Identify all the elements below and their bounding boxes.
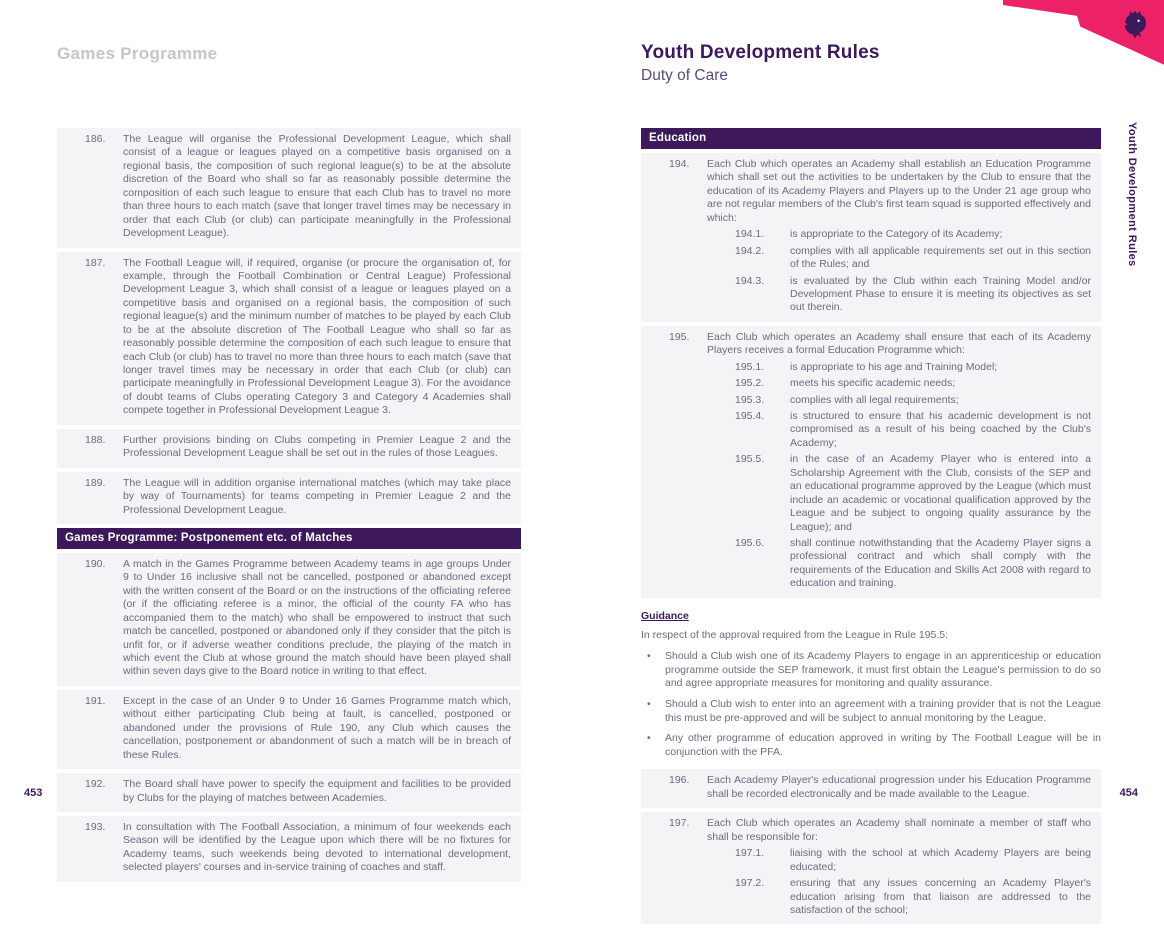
sub-rule	[707, 453, 1091, 534]
guidance-bullet-text: Should a Club wish to enter into an agreement with a training provider that is not the League this must be pre-approved and will be subject to annual monitoring by the League.	[665, 697, 1101, 724]
sub-rule	[707, 537, 1091, 591]
rules-group	[57, 128, 521, 524]
right-page-heading	[641, 42, 1061, 85]
rule-text: In consultation with The Football Association, a minimum of four weekends each Season will be identified by the League upon which there will be no fixtures for Academy teams, such weekends being devoted to international development, selected players' courses and in-service training of coaches and staff.	[123, 820, 511, 874]
rule-block	[641, 153, 1101, 322]
rule-number: 189.	[85, 476, 106, 489]
rule-number: 193.	[85, 820, 106, 833]
sub-rule-number: 194.3.	[735, 274, 765, 287]
sidebar-vertical-label: Youth Development Rules	[1126, 122, 1138, 267]
rule-block	[641, 769, 1101, 808]
rule-body	[123, 477, 511, 517]
bullet-icon: •	[647, 697, 651, 710]
sub-rule-number: 194.2.	[735, 244, 765, 257]
right-page-content	[641, 128, 1101, 928]
bullet-icon: •	[647, 649, 651, 662]
sub-rule-number: 195.3.	[735, 393, 765, 406]
rule-block	[57, 429, 521, 468]
rule-number: 186.	[85, 133, 106, 145]
rule-number: 196.	[669, 774, 690, 787]
sub-rule	[707, 394, 1091, 407]
rule-number: 192.	[85, 778, 106, 791]
rule-number: 195.	[669, 330, 690, 343]
guidance-bullet-item	[641, 698, 1101, 725]
rule-body	[123, 695, 511, 762]
sub-rule	[707, 361, 1091, 374]
rule-number: 197.	[669, 817, 690, 830]
rule-block	[57, 773, 521, 812]
sub-rule-number: 194.1.	[735, 228, 765, 241]
rule-body	[707, 817, 1091, 917]
sub-rule-text: ensuring that any issues concerning an Academy Player's education arising from that liaison are addressed to the satisfaction of the school;	[790, 877, 1091, 916]
sub-rule	[707, 377, 1091, 390]
rule-body	[123, 434, 511, 461]
rule-number: 191.	[85, 694, 106, 707]
rule-text: Further provisions binding on Clubs competing in Premier League 2 and the Professional Development League shall be set out in the rules of those Leagues.	[123, 433, 511, 460]
sub-rule	[707, 847, 1091, 874]
rules-group	[641, 153, 1101, 598]
sub-rule	[707, 245, 1091, 272]
rule-body	[707, 331, 1091, 591]
sub-rule-number: 195.6.	[735, 536, 765, 549]
rule-text: Each Club which operates an Academy shall nominate a member of staff who shall be responsible for:	[707, 817, 1091, 843]
rule-number: 188.	[85, 433, 106, 446]
sub-rule-text: complies with all legal requirements;	[790, 393, 959, 406]
sub-rule-text: is evaluated by the Club within each Training Model and/or Development Phase to ensure it is meeting its objectives as set out therein.	[790, 274, 1091, 314]
rule-number: 194.	[669, 158, 690, 170]
rule-text: Except in the case of an Under 9 to Under 16 Games Programme match which, without either participating Club being at fault, is cancelled, postponed or abandoned under the provisions of Rule 190, any Club which causes the cancellation, postponement or abandonment of such a match will be in breach of these Rules.	[123, 694, 511, 761]
sub-rule-text: is appropriate to his age and Training Model;	[790, 360, 998, 373]
rule-text: The League will organise the Professional Development League, which shall consist of a league or leagues played on a competitive basis organised on a regional basis, the composition of such regional league(s) to be at the absolute discretion of the Board who shall so far as reasonably possible determine the composition of each such league to ensure that each Club has to travel no more than three hours to each match (save that longer travel times may be necessary in order that each Club (or club) can participate meaningfully in the Professional Development League).	[123, 133, 511, 240]
sub-rule	[707, 275, 1091, 315]
sub-rule-number: 195.1.	[735, 360, 765, 373]
sub-rule-number: 195.5.	[735, 453, 765, 466]
sub-rule-number: 197.2.	[735, 877, 765, 890]
rule-text: Each Academy Player's educational progression under his Education Programme shall be recorded electronically and be made available to the League.	[707, 774, 1091, 800]
rule-text: The Football League will, if required, organise (or procure the organisation of, for example, through the Football Combination or Central League) Professional Development League 3, which shall consist of a league or leagues played on a competitive basis and organised on a regional basis, the composition of such regional league(s) and the minimum number of matches to be played by each Club to be at the absolute discretion of The Football League who shall so far as reasonably possible determine the composition of each such league to ensure that each Club (or club) has to travel no more than three hours to each match (save that longer travel times may be necessary in order that each Club (or club) can participate meaningfully in Professional Development League 3). For the avoidance of doubt teams of Clubs operating Category 3 and Category 4 Academies shall compete together in Professional Development League 3.	[123, 256, 511, 417]
sub-rule-text: is appropriate to the Category of its Academy;	[790, 228, 1003, 241]
guidance-bullet-text: Should a Club wish one of its Academy Players to engage in an apprenticeship or education programme outside the SEP framework, it must first obtain the League's permission to do so and agree appropriate measures for monitoring and quality assurance.	[665, 649, 1101, 690]
sub-rule-text: liaising with the school at which Academy Players are being educated;	[790, 847, 1091, 873]
sub-rule	[707, 877, 1091, 917]
rule-body	[123, 133, 511, 241]
guidance-bullet-item	[641, 732, 1101, 759]
guidance-heading: Guidance	[641, 609, 689, 622]
rule-text: The Board shall have power to specify the equipment and facilities to be provided by Clubs for the playing of matches between Academies.	[123, 778, 511, 804]
guidance-bullet-text: Any other programme of education approved in writing by The Football League will be in conjunction with the PFA.	[665, 732, 1101, 758]
rule-body	[123, 778, 511, 805]
page-subtitle: Duty of Care	[641, 67, 729, 84]
premier-league-lion-logo	[1120, 10, 1150, 44]
rule-block	[57, 252, 521, 425]
rule-text: Each Club which operates an Academy shall ensure that each of its Academy Players receives a formal Education Programme which:	[707, 330, 1091, 357]
sub-rule-text: shall continue notwithstanding that the Academy Player signs a professional contract and which shall comply with the requirements of the Education and Skills Act 2008 with regard to education and training.	[790, 536, 1091, 590]
rule-block	[57, 553, 521, 686]
sub-rule-number: 197.1.	[735, 847, 765, 860]
sub-rule-text: complies with all applicable requirements set out in this section of the Rules; and	[790, 244, 1091, 271]
page-title: Youth Development Rules	[641, 42, 880, 63]
rule-body	[123, 558, 511, 679]
rule-number: 190.	[85, 557, 106, 570]
rule-text: A match in the Games Programme between Academy teams in age groups Under 9 to Under 16 inclusive shall not be cancelled, postponed or abandoned except with the written consent of the Board or on the instructions of the officiating referee (or if the officiating referee is a minor, the official of the county FA who has accompanied them to the match) who shall be empowered to instruct that such match be cancelled, postponed or abandoned only if they consider that the pitch is unfit for, or if adverse weather conditions preclude, the playing of the match in which event the Club at whose ground the match should have been played shall within seven days give to the Board notice in writing to that effect.	[123, 557, 511, 678]
left-page-content	[57, 128, 521, 886]
rule-block	[641, 326, 1101, 598]
sub-rule-text: is structured to ensure that his academic development is not compromised as a result of his being coached by the Club's Academy;	[790, 410, 1091, 449]
rule-body	[707, 158, 1091, 315]
rule-body	[707, 774, 1091, 801]
rule-block	[57, 690, 521, 769]
sub-rule-number: 195.4.	[735, 410, 765, 422]
rules-group	[641, 769, 1101, 924]
bullet-icon: •	[647, 732, 651, 745]
rule-text: The League will in addition organise international matches (which may take place by way of Tournaments) for teams competing in Premier League 2 and the Professional Development League.	[123, 476, 511, 516]
sub-rule-text: in the case of an Academy Player who is entered into a Scholarship Agreement with the Club, consists of the SEP and an educational programme approved by the League (which must include an academic or vocational qualification approved by the League and be subject to ongoing quality assurance by the League); and	[790, 453, 1091, 533]
rule-block	[57, 128, 521, 248]
sub-rule	[707, 228, 1091, 241]
rule-block	[641, 812, 1101, 924]
rules-group	[57, 553, 521, 882]
sub-rule	[707, 410, 1091, 450]
rule-body	[123, 257, 511, 418]
rule-number: 187.	[85, 256, 106, 269]
left-page-header: Games Programme	[57, 44, 218, 63]
guidance-bullet-list	[641, 650, 1101, 759]
sub-rule-text: meets his specific academic needs;	[790, 377, 956, 390]
section-header-postponement: Games Programme: Postponement etc. of Matches	[57, 528, 521, 549]
guidance-bullet-item	[641, 650, 1101, 691]
rule-body	[123, 821, 511, 875]
section-header-education: Education	[641, 128, 1101, 149]
rule-text: Each Club which operates an Academy shall establish an Education Programme which shall set out the activities to be undertaken by the Club to ensure that the education of its Academy Players and Players up to the Under 21 age group who are not regular members of the Club's first team squad is supported effectively and which:	[707, 158, 1091, 224]
page-number-left: 453	[24, 787, 43, 799]
page-number-right: 454	[1119, 787, 1138, 799]
sub-rule-number: 195.2.	[735, 377, 765, 390]
guidance-section	[641, 610, 1101, 760]
rule-block	[57, 472, 521, 524]
guidance-intro: In respect of the approval required from the League in Rule 195.5:	[641, 629, 949, 642]
